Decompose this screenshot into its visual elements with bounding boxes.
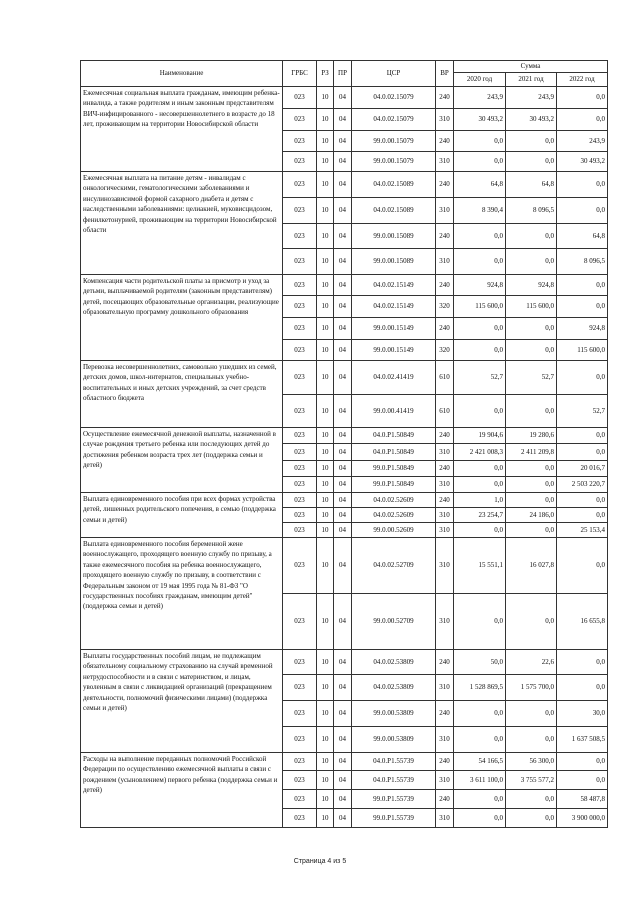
cell-vr: 310 [436,809,454,828]
cell-rz: 10 [317,508,334,523]
cell-vr: 320 [436,296,454,318]
cell-csr: 99.0.00.15089 [352,224,436,249]
cell-rz: 10 [317,771,334,790]
cell-sum-2020: 19 904,6 [454,428,506,444]
cell-sum-2022: 115 600,0 [557,340,608,361]
cell-csr: 04.0.02.53809 [352,675,436,701]
cell-sum-2021: 0,0 [506,477,557,493]
cell-rz: 10 [317,753,334,771]
cell-rz: 10 [317,224,334,249]
cell-pr: 04 [334,508,352,523]
cell-vr: 310 [436,727,454,753]
cell-rz: 10 [317,395,334,428]
cell-sum-2020: 0,0 [454,461,506,477]
cell-grbs: 023 [283,523,317,538]
cell-grbs: 023 [283,650,317,675]
cell-sum-2020: 0,0 [454,701,506,727]
cell-sum-2020: 0,0 [454,727,506,753]
cell-sum-2021: 0,0 [506,594,557,650]
cell-sum-2021: 0,0 [506,727,557,753]
cell-pr: 04 [334,224,352,249]
cell-vr: 310 [436,508,454,523]
cell-csr: 99.0.P1.50849 [352,477,436,493]
cell-csr: 99.0.P1.50849 [352,461,436,477]
cell-csr: 04.0.02.53809 [352,650,436,675]
cell-vr: 310 [436,523,454,538]
cell-rz: 10 [317,152,334,172]
cell-grbs: 023 [283,109,317,131]
cell-vr: 310 [436,109,454,131]
cell-sum-2022: 20 016,7 [557,461,608,477]
row-name-cell: Ежемесячная выплата на питание детям - инвалидам с онкологическими, гематологическими заболеваниями и инсулинозависимой формой сахарного диабета и детям с наследственными заболеваниями: целиакией, муковисцидозом, фенилкетонурией, проживающим на территории Новосибирской области [81,172,283,275]
cell-rz: 10 [317,493,334,508]
row-name-cell: Выплаты государственных пособий лицам, не подлежащим обязательному социальному страхованию на случай временной нетрудоспособности и в связи с материнством, и лицам, уволенным в связи с ликвидацией организаций (прекращением деятельности, полномочий физическими лицами) (поддержка семьи и детей) [81,650,283,753]
cell-csr: 04.0.02.52609 [352,508,436,523]
cell-sum-2020: 0,0 [454,809,506,828]
cell-sum-2020: 23 254,7 [454,508,506,523]
cell-grbs: 023 [283,594,317,650]
cell-vr: 240 [436,461,454,477]
cell-rz: 10 [317,198,334,224]
row-name-cell: Расходы на выполнение переданных полномочий Российской Федерации по осуществлению ежемесячной выплаты в связи с рождением (усыновлением) первого ребенка (поддержка семьи и детей) [81,753,283,828]
row-name-cell: Ежемесячная социальная выплата гражданам, имеющим ребенка-инвалида, а также родителям и иным законным представителям ВИЧ-инфицированного - несовершеннолетнего в возрасте до 18 лет, проживающим на территории Новосибирской области [81,87,283,172]
cell-pr: 04 [334,650,352,675]
cell-pr: 04 [334,538,352,594]
cell-rz: 10 [317,296,334,318]
cell-sum-2022: 8 096,5 [557,249,608,275]
cell-rz: 10 [317,675,334,701]
cell-sum-2021: 0,0 [506,395,557,428]
cell-sum-2022: 0,0 [557,771,608,790]
cell-sum-2021: 30 493,2 [506,109,557,131]
cell-pr: 04 [334,809,352,828]
cell-rz: 10 [317,461,334,477]
cell-grbs: 023 [283,727,317,753]
cell-rz: 10 [317,275,334,296]
cell-csr: 04.0.P1.50849 [352,428,436,444]
cell-grbs: 023 [283,318,317,340]
header-grbs: ГРБС [283,61,317,87]
header-sum: Сумма [454,61,608,73]
header-rz: РЗ [317,61,334,87]
cell-sum-2022: 3 900 000,0 [557,809,608,828]
cell-grbs: 023 [283,275,317,296]
cell-csr: 99.0.00.53809 [352,701,436,727]
cell-sum-2022: 243,9 [557,131,608,152]
cell-vr: 310 [436,771,454,790]
cell-pr: 04 [334,727,352,753]
cell-csr: 04.0.02.15149 [352,275,436,296]
cell-rz: 10 [317,809,334,828]
cell-grbs: 023 [283,198,317,224]
cell-pr: 04 [334,172,352,198]
cell-sum-2020: 924,8 [454,275,506,296]
row-name-cell: Выплата единовременного пособия беременной жене военнослужащего, проходящего военную службу по призыву, а также ежемесячного пособия на ребенка военнослужащего, проходящего военную службу по призыву, в соответствии с Федеральным законом от 19 мая 1995 года № 81-ФЗ "О государственных пособиях гражданам, имеющим детей" (поддержка семьи и детей) [81,538,283,650]
cell-grbs: 023 [283,538,317,594]
cell-rz: 10 [317,131,334,152]
cell-sum-2020: 0,0 [454,249,506,275]
cell-sum-2022: 0,0 [557,296,608,318]
cell-grbs: 023 [283,493,317,508]
cell-sum-2022: 0,0 [557,538,608,594]
cell-sum-2020: 243,9 [454,87,506,109]
cell-sum-2020: 0,0 [454,340,506,361]
cell-sum-2021: 3 755 577,2 [506,771,557,790]
cell-csr: 04.0.02.52709 [352,538,436,594]
cell-sum-2020: 1,0 [454,493,506,508]
cell-sum-2020: 54 166,5 [454,753,506,771]
cell-vr: 310 [436,477,454,493]
cell-sum-2021: 0,0 [506,523,557,538]
row-name-cell: Перевозка несовершеннолетних, самовольно ушедших из семей, детских домов, школ-интернатов, специальных учебно-воспитательных и иных детских учреждений, за счет средств областного бюджета [81,361,283,428]
cell-vr: 240 [436,87,454,109]
cell-sum-2022: 2 503 220,7 [557,477,608,493]
cell-vr: 310 [436,444,454,461]
cell-grbs: 023 [283,771,317,790]
cell-csr: 99.0.00.52709 [352,594,436,650]
cell-vr: 240 [436,275,454,296]
cell-pr: 04 [334,275,352,296]
cell-csr: 04.0.02.15079 [352,87,436,109]
cell-sum-2020: 50,0 [454,650,506,675]
row-name-cell: Выплата единовременного пособия при всех формах устройства детей, лишенных родительского попечения, в семью (поддержка семьи и детей) [81,493,283,538]
header-name: Наименование [81,61,283,87]
cell-csr: 99.0.P1.55739 [352,790,436,809]
cell-sum-2020: 115 600,0 [454,296,506,318]
table-row [81,361,608,395]
cell-pr: 04 [334,361,352,395]
cell-sum-2020: 64,8 [454,172,506,198]
cell-sum-2020: 0,0 [454,395,506,428]
cell-grbs: 023 [283,361,317,395]
cell-sum-2022: 0,0 [557,361,608,395]
budget-table [80,60,608,828]
cell-vr: 610 [436,361,454,395]
cell-sum-2021: 19 280,6 [506,428,557,444]
cell-sum-2020: 8 390,4 [454,198,506,224]
table-row [81,275,608,296]
cell-sum-2020: 0,0 [454,594,506,650]
cell-pr: 04 [334,318,352,340]
cell-sum-2020: 0,0 [454,152,506,172]
cell-vr: 310 [436,594,454,650]
cell-vr: 310 [436,152,454,172]
cell-sum-2021: 0,0 [506,131,557,152]
cell-grbs: 023 [283,753,317,771]
cell-sum-2020: 3 611 100,0 [454,771,506,790]
table-row [81,753,608,771]
cell-sum-2020: 52,7 [454,361,506,395]
table-row [81,172,608,198]
cell-sum-2022: 0,0 [557,198,608,224]
table-row [81,493,608,508]
cell-csr: 99.0.00.15079 [352,152,436,172]
cell-vr: 240 [436,701,454,727]
cell-grbs: 023 [283,131,317,152]
cell-sum-2022: 25 153,4 [557,523,608,538]
cell-grbs: 023 [283,508,317,523]
cell-rz: 10 [317,87,334,109]
cell-vr: 310 [436,249,454,275]
cell-sum-2022: 1 637 508,5 [557,727,608,753]
cell-grbs: 023 [283,809,317,828]
cell-pr: 04 [334,753,352,771]
header-csr: ЦСР [352,61,436,87]
cell-pr: 04 [334,296,352,318]
cell-sum-2021: 0,0 [506,152,557,172]
cell-sum-2021: 115 600,0 [506,296,557,318]
cell-sum-2022: 30 493,2 [557,152,608,172]
cell-csr: 04.0.P1.55739 [352,771,436,790]
cell-sum-2021: 0,0 [506,224,557,249]
cell-sum-2021: 0,0 [506,461,557,477]
cell-vr: 320 [436,340,454,361]
cell-sum-2020: 0,0 [454,790,506,809]
cell-sum-2021: 0,0 [506,809,557,828]
cell-pr: 04 [334,790,352,809]
cell-grbs: 023 [283,249,317,275]
cell-csr: 99.0.00.41419 [352,395,436,428]
cell-grbs: 023 [283,675,317,701]
cell-pr: 04 [334,428,352,444]
cell-csr: 99.0.00.15149 [352,340,436,361]
table-row [81,650,608,675]
cell-csr: 04.0.P1.50849 [352,444,436,461]
cell-rz: 10 [317,172,334,198]
cell-sum-2020: 0,0 [454,523,506,538]
cell-pr: 04 [334,152,352,172]
cell-rz: 10 [317,109,334,131]
cell-sum-2021: 0,0 [506,340,557,361]
row-name-cell: Осуществление ежемесячной денежной выплаты, назначенной в случае рождения третьего ребенка или последующих детей до достижения ребенком возраста трех лет (поддержка семьи и детей) [81,428,283,493]
cell-pr: 04 [334,131,352,152]
cell-rz: 10 [317,727,334,753]
cell-vr: 240 [436,428,454,444]
cell-grbs: 023 [283,172,317,198]
header-year-2021: 2021 год [506,73,557,87]
cell-sum-2021: 0,0 [506,790,557,809]
cell-csr: 99.0.00.52609 [352,523,436,538]
cell-sum-2021: 0,0 [506,493,557,508]
cell-sum-2022: 16 655,8 [557,594,608,650]
cell-sum-2021: 243,9 [506,87,557,109]
cell-vr: 310 [436,198,454,224]
cell-csr: 99.0.00.15149 [352,318,436,340]
cell-rz: 10 [317,477,334,493]
cell-grbs: 023 [283,296,317,318]
cell-grbs: 023 [283,152,317,172]
cell-pr: 04 [334,594,352,650]
cell-rz: 10 [317,650,334,675]
cell-pr: 04 [334,395,352,428]
cell-vr: 240 [436,172,454,198]
cell-csr: 99.0.00.15089 [352,249,436,275]
cell-pr: 04 [334,493,352,508]
cell-sum-2022: 0,0 [557,650,608,675]
cell-csr: 04.0.02.52609 [352,493,436,508]
cell-pr: 04 [334,109,352,131]
cell-sum-2020: 1 528 869,5 [454,675,506,701]
cell-grbs: 023 [283,790,317,809]
cell-csr: 04.0.P1.55739 [352,753,436,771]
cell-rz: 10 [317,790,334,809]
cell-csr: 04.0.02.15079 [352,109,436,131]
cell-sum-2022: 58 487,8 [557,790,608,809]
cell-sum-2021: 924,8 [506,275,557,296]
cell-vr: 240 [436,318,454,340]
cell-grbs: 023 [283,87,317,109]
document-page [80,60,607,828]
cell-vr: 240 [436,224,454,249]
cell-csr: 99.0.00.15079 [352,131,436,152]
cell-csr: 99.0.00.53809 [352,727,436,753]
cell-sum-2021: 16 027,8 [506,538,557,594]
cell-sum-2020: 0,0 [454,318,506,340]
cell-sum-2022: 0,0 [557,172,608,198]
cell-rz: 10 [317,701,334,727]
cell-rz: 10 [317,538,334,594]
cell-vr: 240 [436,650,454,675]
cell-pr: 04 [334,675,352,701]
cell-grbs: 023 [283,701,317,727]
cell-csr: 04.0.02.15089 [352,198,436,224]
page-footer: Страница 4 из 5 [293,858,347,865]
cell-sum-2022: 0,0 [557,428,608,444]
cell-sum-2022: 0,0 [557,275,608,296]
cell-pr: 04 [334,249,352,275]
cell-sum-2021: 8 096,5 [506,198,557,224]
cell-vr: 310 [436,675,454,701]
cell-csr: 04.0.02.15089 [352,172,436,198]
cell-grbs: 023 [283,477,317,493]
cell-pr: 04 [334,87,352,109]
cell-sum-2022: 0,0 [557,87,608,109]
cell-vr: 310 [436,538,454,594]
cell-sum-2022: 0,0 [557,109,608,131]
header-pr: ПР [334,61,352,87]
cell-sum-2022: 52,7 [557,395,608,428]
cell-sum-2022: 924,8 [557,318,608,340]
cell-rz: 10 [317,444,334,461]
cell-rz: 10 [317,361,334,395]
cell-sum-2021: 1 575 700,0 [506,675,557,701]
cell-sum-2020: 0,0 [454,477,506,493]
cell-sum-2021: 24 186,0 [506,508,557,523]
cell-grbs: 023 [283,395,317,428]
cell-csr: 04.0.02.15149 [352,296,436,318]
header-vr: ВР [436,61,454,87]
cell-sum-2021: 56 300,0 [506,753,557,771]
cell-pr: 04 [334,771,352,790]
cell-rz: 10 [317,340,334,361]
header-row [81,61,608,73]
cell-sum-2022: 30,0 [557,701,608,727]
header-year-2022: 2022 год [557,73,608,87]
cell-csr: 04.0.02.41419 [352,361,436,395]
cell-rz: 10 [317,523,334,538]
cell-grbs: 023 [283,224,317,249]
cell-rz: 10 [317,318,334,340]
cell-sum-2020: 15 551,1 [454,538,506,594]
cell-sum-2021: 2 411 209,8 [506,444,557,461]
cell-pr: 04 [334,198,352,224]
cell-vr: 240 [436,493,454,508]
cell-sum-2021: 0,0 [506,318,557,340]
cell-grbs: 023 [283,461,317,477]
cell-sum-2022: 0,0 [557,753,608,771]
cell-grbs: 023 [283,428,317,444]
row-name-cell: Компенсация части родительской платы за присмотр и уход за детьми, выплачиваемой родителям (законным представителям) детей, посещающих образовательные организации, реализующие образовательную программу дошкольного образования [81,275,283,361]
cell-csr: 99.0.P1.55739 [352,809,436,828]
cell-sum-2020: 0,0 [454,224,506,249]
cell-sum-2022: 0,0 [557,444,608,461]
cell-sum-2022: 0,0 [557,508,608,523]
cell-pr: 04 [334,477,352,493]
cell-sum-2022: 64,8 [557,224,608,249]
header-year-2020: 2020 год [454,73,506,87]
cell-pr: 04 [334,461,352,477]
table-row [81,428,608,444]
cell-vr: 240 [436,753,454,771]
table-row [81,538,608,594]
cell-sum-2020: 30 493,2 [454,109,506,131]
cell-vr: 610 [436,395,454,428]
cell-pr: 04 [334,701,352,727]
cell-sum-2020: 2 421 008,3 [454,444,506,461]
cell-sum-2022: 0,0 [557,493,608,508]
cell-rz: 10 [317,428,334,444]
cell-sum-2021: 0,0 [506,701,557,727]
cell-sum-2020: 0,0 [454,131,506,152]
cell-sum-2021: 22,6 [506,650,557,675]
cell-sum-2021: 64,8 [506,172,557,198]
cell-vr: 240 [436,131,454,152]
cell-rz: 10 [317,594,334,650]
cell-sum-2021: 52,7 [506,361,557,395]
cell-sum-2021: 0,0 [506,249,557,275]
cell-rz: 10 [317,249,334,275]
cell-sum-2022: 0,0 [557,675,608,701]
cell-grbs: 023 [283,444,317,461]
table-body [81,87,608,828]
cell-pr: 04 [334,523,352,538]
cell-grbs: 023 [283,340,317,361]
cell-pr: 04 [334,444,352,461]
cell-pr: 04 [334,340,352,361]
cell-vr: 240 [436,790,454,809]
table-row [81,87,608,109]
